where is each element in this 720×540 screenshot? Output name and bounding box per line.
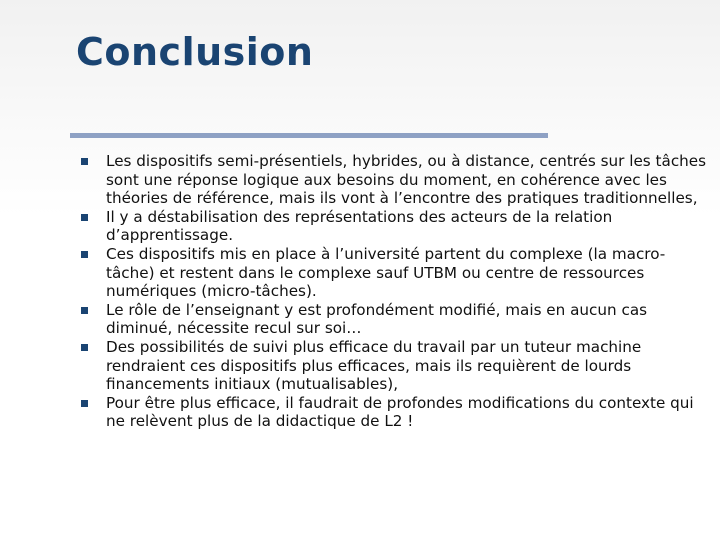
square-bullet-icon [81, 400, 88, 407]
bullet-item-4 [72, 301, 708, 338]
bullet-item-5 [72, 338, 708, 394]
bullet-item-2 [72, 208, 708, 245]
title-divider [70, 133, 548, 138]
bullet-text: Les dispositifs semi-présentiels, hybrides, ou à distance, centrés sur les tâches sont une réponse logique aux besoins du moment, en cohérence avec les théories de référence, mais ils vont à l’encontre des pratiques traditionnelles, [106, 152, 707, 208]
bullet-text: Des possibilités de suivi plus efficace du travail par un tuteur machine rendraient ces dispositifs plus efficaces, mais ils requièrent de lourds financements initiaux (mutualisables), [106, 337, 642, 394]
square-bullet-icon [81, 307, 88, 314]
bullet-item-6 [72, 394, 708, 431]
bullet-text: Pour être plus efficace, il faudrait de profondes modifications du contexte qui ne relèvent plus de la didactique de L2 ! [106, 393, 694, 431]
slide-title: Conclusion [76, 30, 314, 74]
bullet-item-3 [72, 245, 708, 301]
square-bullet-icon [81, 158, 88, 165]
bullet-text: Ces dispositifs mis en place à l’université partent du complexe (la macro-tâche) et restent dans le complexe sauf UTBM ou centre de ressources numériques (micro-tâches). [106, 244, 666, 301]
square-bullet-icon [81, 251, 88, 258]
square-bullet-icon [81, 214, 88, 221]
bullet-text: Il y a déstabilisation des représentations des acteurs de la relation d’apprentissage. [106, 207, 613, 245]
bullet-list [72, 152, 708, 431]
bullet-text: Le rôle de l’enseignant y est profondément modifié, mais en aucun cas diminué, nécessite recul sur soi… [106, 300, 648, 338]
square-bullet-icon [81, 344, 88, 351]
bullet-item-1 [72, 152, 708, 208]
